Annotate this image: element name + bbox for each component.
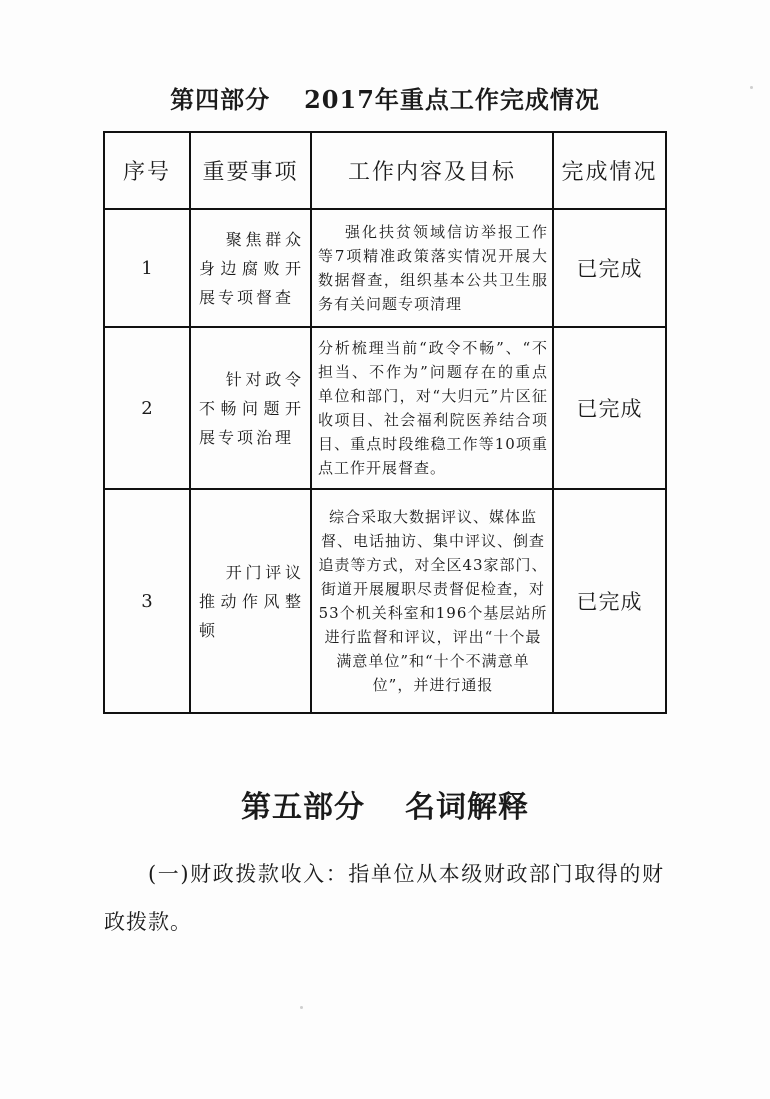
- row-status: 已完成: [553, 489, 666, 713]
- row-seq: 1: [104, 209, 190, 327]
- part5-heading: [0, 782, 770, 826]
- row-content-text: 强化扶贫领域信访举报工作等7项精准政策落实情况开展大数据督查，组织基本公共卫生服务有关问题专项清理: [318, 223, 548, 313]
- part5-title: 名词解释: [405, 790, 529, 825]
- row-seq: 3: [104, 489, 190, 713]
- definition-text: (一)财政拨款收入：指单位从本级财政部门取得的财政拨款。: [104, 862, 664, 934]
- part5-label: 第五部分: [241, 790, 365, 825]
- row-content-text: 综合采取大数据评议、媒体监督、电话抽访、集中评议、倒查追责等方式，对全区43家部门、街道开展履职尽责督促检查，对53个机关科室和196个基层站所进行监督和评议，评出“十个最满意单位”和“十个不满意单位”，并进行通报: [318, 508, 548, 694]
- row-item: [190, 489, 311, 713]
- part4-title: 2017年重点工作完成情况: [304, 85, 600, 114]
- scan-speck: [300, 1006, 303, 1009]
- row-content: [311, 209, 553, 327]
- scan-speck: [750, 86, 753, 89]
- key-work-table: [103, 131, 667, 714]
- header-item: 重要事项: [190, 132, 311, 209]
- part4-label: 第四部分: [170, 85, 271, 114]
- row-status: 已完成: [553, 327, 666, 489]
- row-item-text: 针对政令不畅问题开展专项治理: [199, 369, 304, 447]
- header-seq: 序号: [104, 132, 190, 209]
- row-status: 已完成: [553, 209, 666, 327]
- row-item-text: 聚焦群众身边腐败开展专项督查: [199, 229, 304, 307]
- row-content-text: 分析梳理当前“政令不畅”、“不担当、不作为”问题存在的重点单位和部门，对“大归元”片区征收项目、社会福利院医养结合项目、重点时段维稳工作等10项重点工作开展督查。: [318, 339, 548, 477]
- definition-paragraph: [104, 850, 664, 946]
- header-content: 工作内容及目标: [311, 132, 553, 209]
- table-row: [104, 209, 666, 327]
- row-content: [311, 327, 553, 489]
- table-row: [104, 489, 666, 713]
- table-header-row: [104, 132, 666, 209]
- table-row: [104, 327, 666, 489]
- part4-heading: [0, 80, 770, 115]
- row-item: [190, 327, 311, 489]
- row-content: [311, 489, 553, 713]
- row-item-text: 开门评议推动作风整顿: [199, 562, 304, 640]
- row-item: [190, 209, 311, 327]
- row-seq: 2: [104, 327, 190, 489]
- header-status: 完成情况: [553, 132, 666, 209]
